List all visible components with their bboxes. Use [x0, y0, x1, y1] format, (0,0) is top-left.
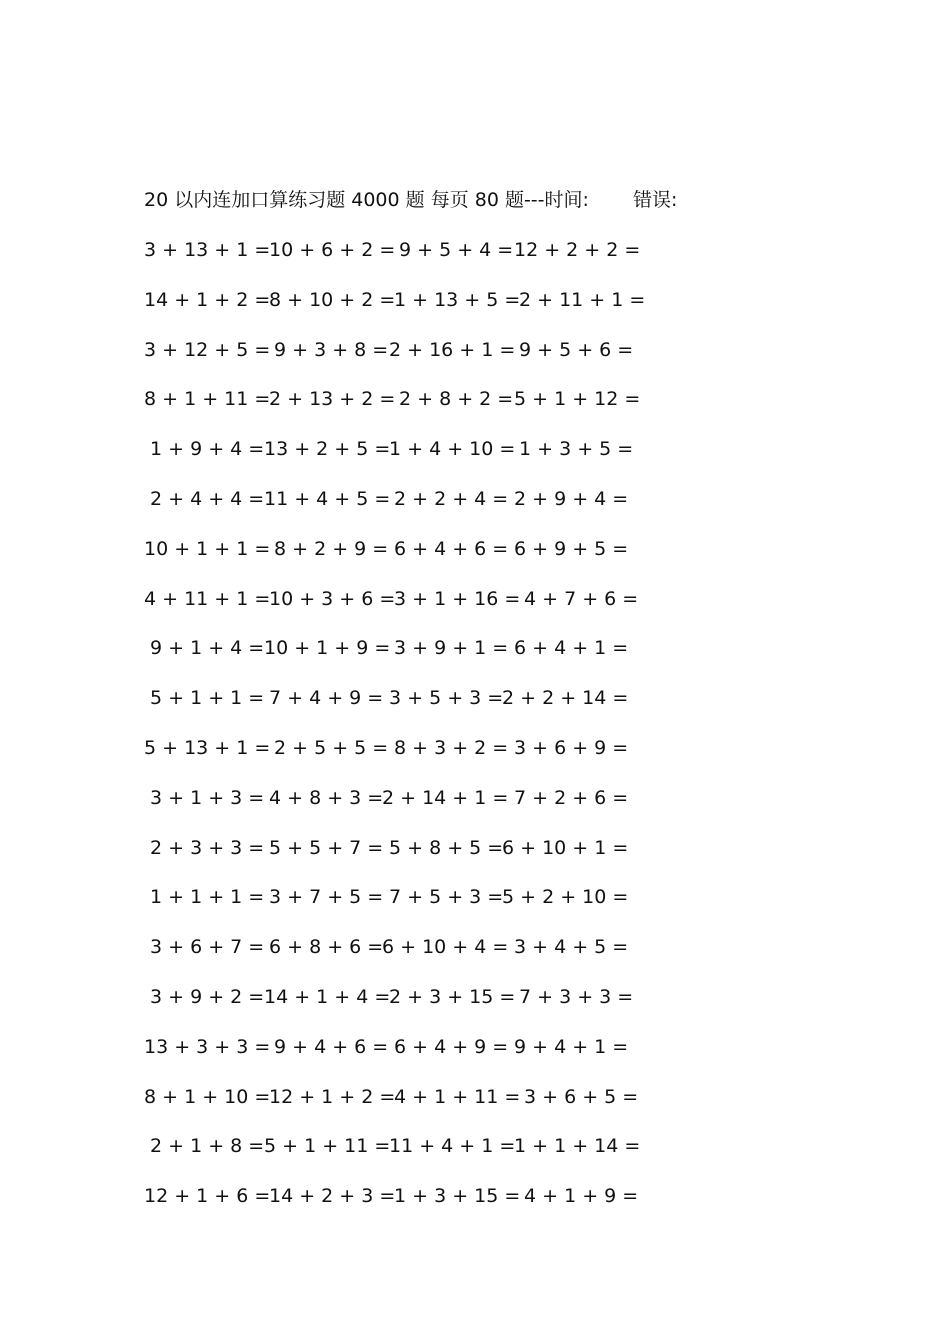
problem-item: 3 + 9 + 1 =	[394, 637, 509, 660]
problem-item: 9 + 3 + 8 =	[274, 338, 389, 361]
problem-item: 12 + 1 + 2 =	[269, 1085, 396, 1108]
problem-item: 3 + 6 + 9 =	[514, 736, 629, 759]
problem-item: 13 + 3 + 3 =	[144, 1035, 271, 1058]
problem-item: 2 + 5 + 5 =	[274, 736, 389, 759]
problem-item: 9 + 5 + 6 =	[519, 338, 634, 361]
problem-item: 8 + 1 + 11 =	[144, 388, 271, 411]
problem-row	[144, 883, 664, 933]
problem-item: 1 + 1 + 14 =	[514, 1135, 641, 1158]
problem-item: 2 + 4 + 4 =	[150, 487, 265, 510]
problem-item: 3 + 5 + 3 =	[389, 687, 504, 710]
worksheet-header	[144, 186, 677, 214]
problem-item: 6 + 8 + 6 =	[269, 936, 384, 959]
problem-item: 2 + 16 + 1 =	[389, 338, 516, 361]
problem-item: 2 + 1 + 8 =	[150, 1135, 265, 1158]
problem-item: 12 + 1 + 6 =	[144, 1185, 271, 1208]
problem-item: 4 + 11 + 1 =	[144, 587, 271, 610]
problem-item: 1 + 3 + 15 =	[394, 1185, 521, 1208]
problem-item: 3 + 12 + 5 =	[144, 338, 271, 361]
problem-item: 9 + 1 + 4 =	[150, 637, 265, 660]
problem-item: 3 + 6 + 7 =	[150, 936, 265, 959]
problem-item: 6 + 4 + 1 =	[514, 637, 629, 660]
problem-item: 3 + 4 + 5 =	[514, 936, 629, 959]
problem-item: 1 + 13 + 5 =	[394, 288, 521, 311]
problem-item: 11 + 4 + 1 =	[389, 1135, 516, 1158]
problem-row	[144, 983, 664, 1033]
problem-item: 9 + 5 + 4 =	[399, 239, 514, 261]
problem-row	[144, 1083, 664, 1133]
problem-item: 2 + 8 + 2 =	[399, 388, 514, 411]
problem-item: 3 + 1 + 3 =	[150, 786, 265, 809]
problem-row	[144, 634, 664, 684]
problem-item: 8 + 2 + 9 =	[274, 537, 389, 560]
problem-item: 2 + 11 + 1 =	[519, 288, 646, 311]
problem-item: 1 + 9 + 4 =	[150, 438, 265, 461]
problem-item: 3 + 9 + 2 =	[150, 985, 265, 1008]
problem-item: 5 + 1 + 1 =	[150, 687, 265, 710]
problem-item: 14 + 1 + 2 =	[144, 288, 271, 311]
problem-item: 3 + 7 + 5 =	[269, 886, 384, 909]
problem-row	[144, 585, 664, 635]
problem-row	[144, 1033, 664, 1083]
problem-item: 8 + 3 + 2 =	[394, 736, 509, 759]
problem-item: 10 + 6 + 2 =	[269, 239, 396, 261]
problem-item: 4 + 1 + 11 =	[394, 1085, 521, 1108]
problem-item: 5 + 13 + 1 =	[144, 736, 271, 759]
problem-item: 2 + 3 + 3 =	[150, 836, 265, 859]
problem-item: 9 + 4 + 1 =	[514, 1035, 629, 1058]
problem-row	[144, 385, 664, 435]
problem-item: 3 + 1 + 16 =	[394, 587, 521, 610]
problem-item: 6 + 10 + 4 =	[382, 936, 509, 959]
problem-item: 10 + 1 + 9 =	[264, 637, 391, 660]
problem-item: 1 + 4 + 10 =	[389, 438, 516, 461]
problem-item: 2 + 14 + 1 =	[382, 786, 509, 809]
problem-item: 7 + 5 + 3 =	[389, 886, 504, 909]
problem-item: 5 + 1 + 11 =	[264, 1135, 391, 1158]
problem-row	[144, 435, 664, 485]
problem-row	[144, 236, 664, 286]
problem-item: 7 + 4 + 9 =	[269, 687, 384, 710]
problem-item: 2 + 13 + 2 =	[269, 388, 396, 411]
problem-row	[144, 535, 664, 585]
problem-row	[144, 336, 664, 386]
problem-item: 13 + 2 + 5 =	[264, 438, 391, 461]
problem-item: 10 + 3 + 6 =	[269, 587, 396, 610]
problem-row	[144, 1182, 664, 1232]
problem-item: 2 + 2 + 4 =	[394, 487, 509, 510]
problem-item: 5 + 2 + 10 =	[502, 886, 629, 909]
problem-row	[144, 1132, 664, 1182]
worksheet-title: 20 以内连加口算练习题 4000 题 每页 80 题---时间:	[144, 189, 589, 211]
problem-item: 12 + 2 + 2 =	[514, 239, 641, 261]
problem-row	[144, 784, 664, 834]
problem-item: 6 + 10 + 1 =	[502, 836, 629, 859]
problem-item: 8 + 1 + 10 =	[144, 1085, 271, 1108]
problem-row	[144, 286, 664, 336]
problem-item: 6 + 4 + 6 =	[394, 537, 509, 560]
problem-item: 10 + 1 + 1 =	[144, 537, 271, 560]
problem-item: 4 + 7 + 6 =	[524, 587, 639, 610]
problem-item: 6 + 9 + 5 =	[514, 537, 629, 560]
problem-item: 2 + 9 + 4 =	[514, 487, 629, 510]
problem-item: 14 + 2 + 3 =	[269, 1185, 396, 1208]
problem-item: 2 + 3 + 15 =	[389, 985, 516, 1008]
problem-item: 9 + 4 + 6 =	[274, 1035, 389, 1058]
problem-grid	[144, 236, 664, 1232]
problem-item: 2 + 2 + 14 =	[502, 687, 629, 710]
problem-item: 7 + 2 + 6 =	[514, 786, 629, 809]
problem-row	[144, 834, 664, 884]
problem-item: 4 + 1 + 9 =	[524, 1185, 639, 1208]
problem-item: 3 + 13 + 1 =	[144, 239, 271, 261]
problem-row	[144, 734, 664, 784]
problem-item: 6 + 4 + 9 =	[394, 1035, 509, 1058]
problem-row	[144, 933, 664, 983]
problem-item: 7 + 3 + 3 =	[519, 985, 634, 1008]
problem-item: 8 + 10 + 2 =	[269, 288, 396, 311]
problem-item: 14 + 1 + 4 =	[264, 985, 391, 1008]
problem-item: 11 + 4 + 5 =	[264, 487, 391, 510]
problem-item: 4 + 8 + 3 =	[269, 786, 384, 809]
errors-label: 错误:	[632, 189, 678, 211]
problem-row	[144, 684, 664, 734]
problem-item: 1 + 3 + 5 =	[519, 438, 634, 461]
problem-row	[144, 485, 664, 535]
problem-item: 1 + 1 + 1 =	[150, 886, 265, 909]
problem-item: 5 + 8 + 5 =	[389, 836, 504, 859]
problem-item: 5 + 1 + 12 =	[514, 388, 641, 411]
problem-item: 5 + 5 + 7 =	[269, 836, 384, 859]
problem-item: 3 + 6 + 5 =	[524, 1085, 639, 1108]
